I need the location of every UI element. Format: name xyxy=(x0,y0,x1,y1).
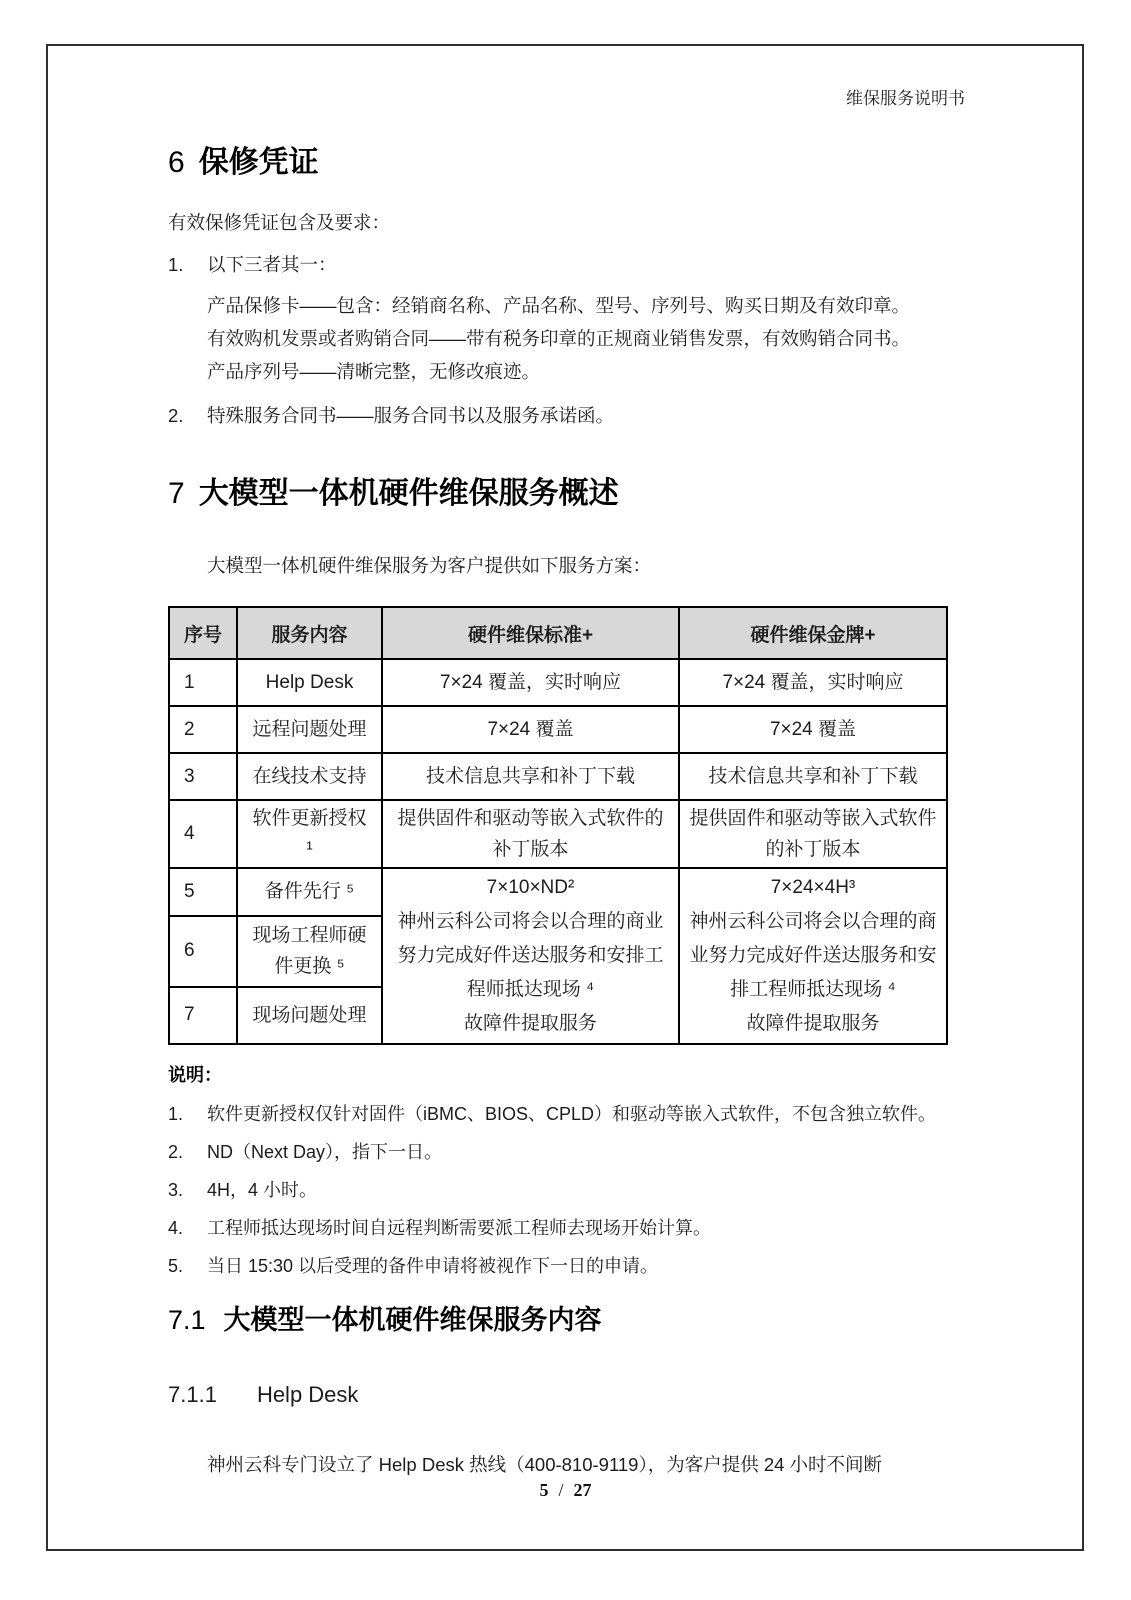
note-item xyxy=(168,1141,965,1163)
page-footer xyxy=(0,1480,1131,1501)
table-row xyxy=(169,800,947,868)
table-cell-no: 3 xyxy=(169,753,237,800)
table-head xyxy=(169,607,947,659)
table-header-cell: 序号 xyxy=(169,607,237,659)
page-content xyxy=(168,0,965,1477)
table-header-cell: 服务内容 xyxy=(237,607,382,659)
note-number: 3. xyxy=(168,1180,184,1200)
list-item-2-number: 2. xyxy=(168,405,184,426)
cell-line: 提供固件和驱动等嵌入式软件 xyxy=(689,808,937,829)
list-item-1 xyxy=(168,253,965,277)
section-7-1-title: 大模型一体机硬件维保服务内容 xyxy=(223,1305,602,1335)
notes-list xyxy=(168,1103,965,1277)
section-7-1-1-heading xyxy=(168,1381,965,1409)
detail-line: 有效购机发票或者购销合同——带有税务印章的正规商业销售发票，有效购销合同书。 xyxy=(207,328,911,349)
cell-line: 技术信息共享和补丁下载 xyxy=(708,766,918,787)
cell-line: 备件先行 ⁵ xyxy=(264,881,355,903)
cell-line: 补丁版本 xyxy=(492,839,569,860)
cell-line: 排工程师抵达现场 ⁴ xyxy=(730,979,896,1000)
section-6-intro: 有效保修凭证包含及要求： xyxy=(168,212,391,233)
footer-total-pages: 27 xyxy=(573,1480,592,1500)
table-cell-no: 5 xyxy=(169,868,237,916)
section-6-title: 保修凭证 xyxy=(198,146,319,179)
note-text: ND（Next Day），指下一日。 xyxy=(207,1142,443,1162)
table-cell-service xyxy=(237,987,382,1044)
cell-line: 现场工程师硬 xyxy=(252,925,367,947)
section-7-number: 7 xyxy=(168,477,185,510)
table-cell-no: 1 xyxy=(169,659,237,706)
note-text: 当日 15:30 以后受理的备件申请将被视作下一日的申请。 xyxy=(207,1256,659,1276)
table-row xyxy=(169,753,947,800)
cell-line: 7×24 覆盖，实时响应 xyxy=(722,672,904,693)
table-header-cell: 硬件维保标准+ xyxy=(382,607,679,659)
table-cell-service xyxy=(237,706,382,753)
cell-line: 技术信息共享和补丁下载 xyxy=(425,766,635,787)
table-header-cell: 硬件维保金牌+ xyxy=(679,607,947,659)
table-cell-no: 7 xyxy=(169,987,237,1044)
table-row xyxy=(169,706,947,753)
table-cell-gold xyxy=(679,800,947,868)
table-cell-service xyxy=(237,800,382,868)
table-cell-gold xyxy=(679,706,947,753)
section-7-1-1-number: 7.1.1 xyxy=(168,1382,217,1407)
note-number: 1. xyxy=(168,1104,184,1124)
list-item-1-number: 1. xyxy=(168,254,184,275)
table-row xyxy=(169,659,947,706)
table-cell-standard xyxy=(382,706,679,753)
table-cell-no: 6 xyxy=(169,916,237,987)
note-item xyxy=(168,1255,965,1277)
section-7-1-heading xyxy=(168,1303,965,1337)
table-row xyxy=(169,868,947,916)
cell-line: 程师抵达现场 ⁴ xyxy=(466,979,595,1000)
cell-line: 7×10×ND² xyxy=(486,877,575,898)
notes-label: 说明： xyxy=(168,1065,222,1085)
section-6-heading xyxy=(168,145,965,181)
note-number: 2. xyxy=(168,1142,184,1162)
list-item-2 xyxy=(168,404,965,428)
detail-line: 产品保修卡——包含：经销商名称、产品名称、型号、序列号、购买日期及有效印章。 xyxy=(207,295,911,316)
table-body xyxy=(169,659,947,1044)
note-item xyxy=(168,1217,965,1239)
section-7-heading xyxy=(168,476,965,512)
cell-line: 神州云科公司将会以合理的商 xyxy=(689,911,937,932)
list-item-1-text: 以下三者其一： xyxy=(207,254,337,275)
table-cell-gold xyxy=(679,753,947,800)
section-7-title: 大模型一体机硬件维保服务概述 xyxy=(198,477,619,510)
list-item-1-details xyxy=(207,289,965,388)
detail-line: 产品序列号——清晰完整，无修改痕迹。 xyxy=(207,361,541,382)
section-7-intro: 大模型一体机硬件维保服务为客户提供如下服务方案： xyxy=(207,555,652,576)
table-cell-standard xyxy=(382,659,679,706)
note-text: 4H，4 小时。 xyxy=(207,1180,318,1200)
table-cell-gold-merged xyxy=(679,868,947,1044)
table-cell-standard xyxy=(382,753,679,800)
cell-line: 远程问题处理 xyxy=(252,719,367,740)
footer-page-number: 5 xyxy=(539,1480,549,1500)
cell-line: 7×24 覆盖，实时响应 xyxy=(439,672,622,693)
table-cell-standard xyxy=(382,800,679,868)
section-7-1-number: 7.1 xyxy=(168,1305,206,1335)
cell-line: 7×24 覆盖 xyxy=(487,719,574,740)
table-cell-service xyxy=(237,868,382,916)
cell-line: 在线技术支持 xyxy=(252,766,367,787)
note-text: 软件更新授权仅针对固件（iBMC、BIOS、CPLD）和驱动等嵌入式软件，不包含独立软件。 xyxy=(207,1104,937,1124)
cell-line: 神州云科公司将会以合理的商业 xyxy=(397,911,664,932)
section-7-1-1-title: Help Desk xyxy=(256,1382,359,1407)
table-cell-standard-merged xyxy=(382,868,679,1044)
note-number: 4. xyxy=(168,1218,184,1238)
table-cell-service xyxy=(237,753,382,800)
table-cell-service xyxy=(237,659,382,706)
cell-line: 软件更新授权 xyxy=(252,808,367,829)
table-cell-gold xyxy=(679,659,947,706)
service-plan-table xyxy=(168,606,948,1045)
cell-line: 现场问题处理 xyxy=(252,1004,367,1026)
table-cell-no: 2 xyxy=(169,706,237,753)
cell-line: 7×24×4H³ xyxy=(770,877,856,898)
note-item xyxy=(168,1179,965,1201)
note-text: 工程师抵达现场时间自远程判断需要派工程师去现场开始计算。 xyxy=(207,1218,711,1238)
body-paragraph: 神州云科专门设立了 Help Desk 热线（400-810-9119），为客户提供 24 小时不间断 xyxy=(207,1454,883,1475)
footer-separator: / xyxy=(558,1480,564,1500)
note-item xyxy=(168,1103,965,1125)
cell-line: 故障件提取服务 xyxy=(463,1013,597,1034)
cell-line: 业努力完成好件送达服务和安 xyxy=(689,945,937,966)
cell-line: 提供固件和驱动等嵌入式软件的 xyxy=(397,808,664,829)
note-number: 5. xyxy=(168,1256,184,1276)
table-cell-no: 4 xyxy=(169,800,237,868)
cell-line: 的补丁版本 xyxy=(765,839,861,860)
cell-line: Help Desk xyxy=(265,672,354,693)
running-header: 维保服务说明书 xyxy=(846,89,965,108)
section-6-number: 6 xyxy=(168,146,185,179)
cell-line: 努力完成好件送达服务和安排工 xyxy=(397,945,664,966)
list-item-2-text: 特殊服务合同书——服务合同书以及服务承诺函。 xyxy=(207,405,615,426)
table-cell-service xyxy=(237,916,382,987)
cell-line: ¹ xyxy=(306,839,313,860)
cell-line: 件更换 ⁵ xyxy=(274,956,345,978)
cell-line: 7×24 覆盖 xyxy=(769,719,857,740)
table-header-row xyxy=(169,607,947,659)
cell-line: 故障件提取服务 xyxy=(746,1013,880,1034)
